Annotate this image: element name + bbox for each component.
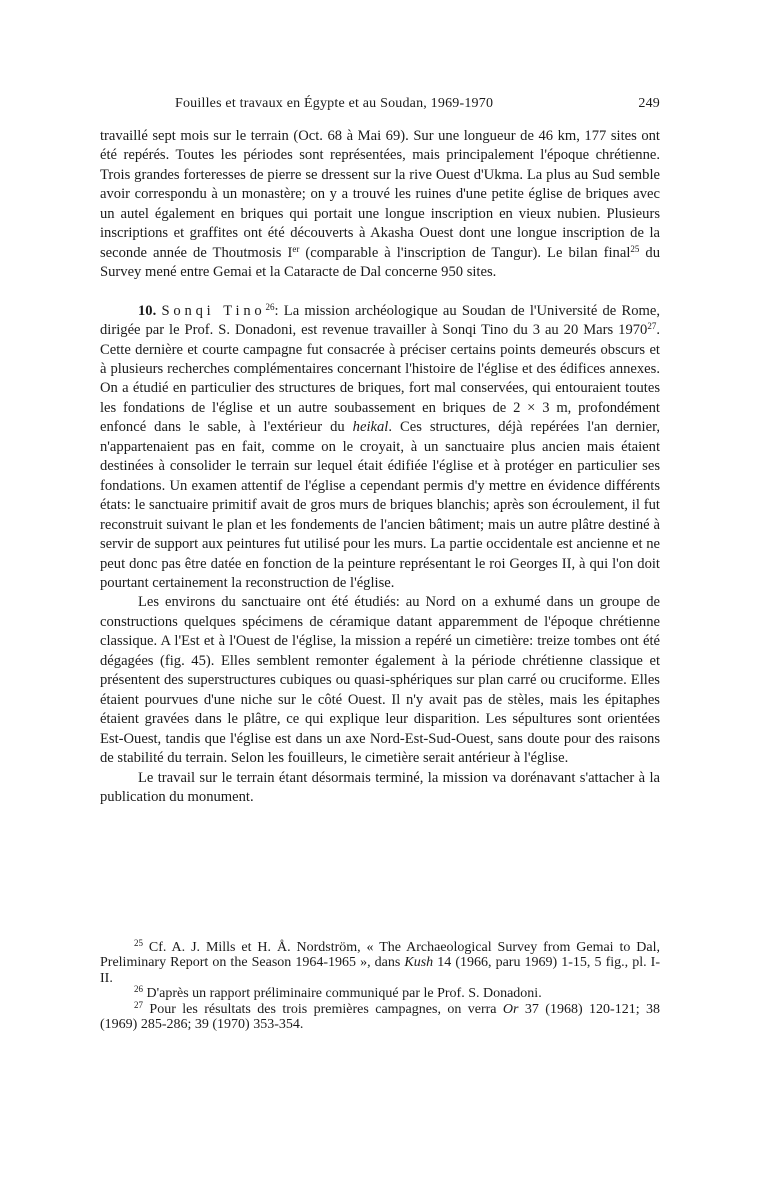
page-number: 249 (638, 96, 660, 111)
section-heading: Sonqi Tino (161, 302, 266, 319)
paragraph-environs: Les environs du sanctuaire ont été étudiés: au Nord on a exhumé dans un groupe de constructions quelques spécimens de céramique datant apparemment de l'époque chrétienne classique. A l'Est et à l'Ouest de l'église, la mission a repéré un cimetière: treize tombes ont été dégagées (fig. 45). Elles semblent remonter également à la période chrétienne classique et présentent des superstructures cubiques ou quasi-sphériques sur plan carré ou cruciforme. Elles étaient pourvues d'une niche sur le côté Ouest. Il n'y avait pas de stèles, mais les épitaphes étaient gravées dans le plâtre, ce qui explique leur disparition. Les sépultures sont orientées Est-Ouest, tandis que l'église est dans un axe Nord-Est-Sud-Ouest, sans doute pour des raisons de stabilité du terrain. Selon les fouilleurs, le cimetière serait antérieur à l'église. (100, 594, 660, 767)
running-title: Fouilles et travaux en Égypte et au Soudan, 1969-1970 (175, 96, 494, 111)
superscript-er: er (292, 243, 300, 254)
paragraph-survey: travaillé sept mois sur le terrain (Oct. 68 à Mai 69). Sur une longueur de 46 km, 177 sites ont été repérés. Toutes les périodes sont représentées, mais principalement l'époque chrétienne. Trois grandes forteresses de pierre se dressent sur la rive Ouest d'Ukma. La plus au Sud semble avoir correspondu à un monastère; on y a trouvé les ruines d'une petite église de briques avec un autel également en briques qui portait une longue inscription en vieux nubien. Plusieurs inscriptions et graffites ont été découverts à Akasha Ouest dont une longue inscription de la seconde année de Thoutmosis Ier (comparable à l'inscription de Tangur). Le bilan final$^{25}$ du Survey mené entre Gemai et la Cataracte de Dal concerne 950 sites. (100, 128, 660, 281)
section-number: 10. (138, 302, 157, 319)
italic-term-heikal: heikal (352, 419, 389, 436)
footnote-ref-27: 27 (647, 321, 657, 332)
footnote-25: $^{25}$ Cf. A. J. Mills et H. Å. Nordström, « The Archaeological Survey from Gemai to Dal, Preliminary Report on the Season 1964-1965 », dans Kush 14 (1966, paru 1969) 1-15, 5 fig., pl. I-II. (100, 938, 660, 986)
footnote-26: $^{26}$ D'après un rapport préliminaire communiqué par le Prof. S. Donadoni. (134, 984, 542, 1002)
footnote-ref-25: 25 (630, 243, 640, 254)
paragraph-section-10: 10. Sonqi Tino$^{26}$: La mission archéologique au Soudan de l'Université de Rome, dirigée par le Prof. S. Donadoni, est revenue travailler à Sonqi Tino du 3 au 20 Mars 1970$^{27}$. Cette dernière et courte campagne fut consacrée à préciser certains points demeurés obscurs et à plusieurs recherches complémentaires concernant l'histoire de l'église et des édifices annexes. On a étudié en particulier des structures de briques, fort mal conservées, qui entouraient toutes les fondations de l'église et un autre soubassement en briques de 2 × 3 m, profondément enfoncé dans le sable, à l'extérieur du heikal. Ces structures, déjà repérées l'an dernier, n'appartenaient pas en fait, comme on le croyait, à un sanctuaire plus ancien mais étaient destinées à consolider le terrain sur lequel était édifiée l'église et à protéger en particulier ses fondations. Un examen attentif de l'église a cependant permis d'y mettre en évidence différents états: le sanctuaire primitif avait de gros murs de briques blanchis; après son écroulement, il fut reconstruit suivant le plan et les fondements de l'ancien bâtiment; mais un autre plâtre destiné à servir de support aux peintures fut utilisé pour les murs. La partie occidentale est ancienne et ne peut donc pas être datée en fonction de la peinture représentant le roi Georges II, à qui l'on doit pourtant certainement la reconstruction de l'église. (100, 301, 660, 591)
main-text (100, 127, 660, 807)
paragraph-conclusion: Le travail sur le terrain étant désormais terminé, la mission va dorénavant s'attacher à la publication du monument. (100, 769, 660, 805)
footnote-ref-26: 26 (265, 301, 275, 312)
footnote-27: $^{27}$ Pour les résultats des trois premières campagnes, on verra Or 37 (1968) 120-121; 38 (1969) 285-286; 39 (1970) 353-354. (100, 999, 660, 1033)
footnotes (100, 940, 660, 1032)
